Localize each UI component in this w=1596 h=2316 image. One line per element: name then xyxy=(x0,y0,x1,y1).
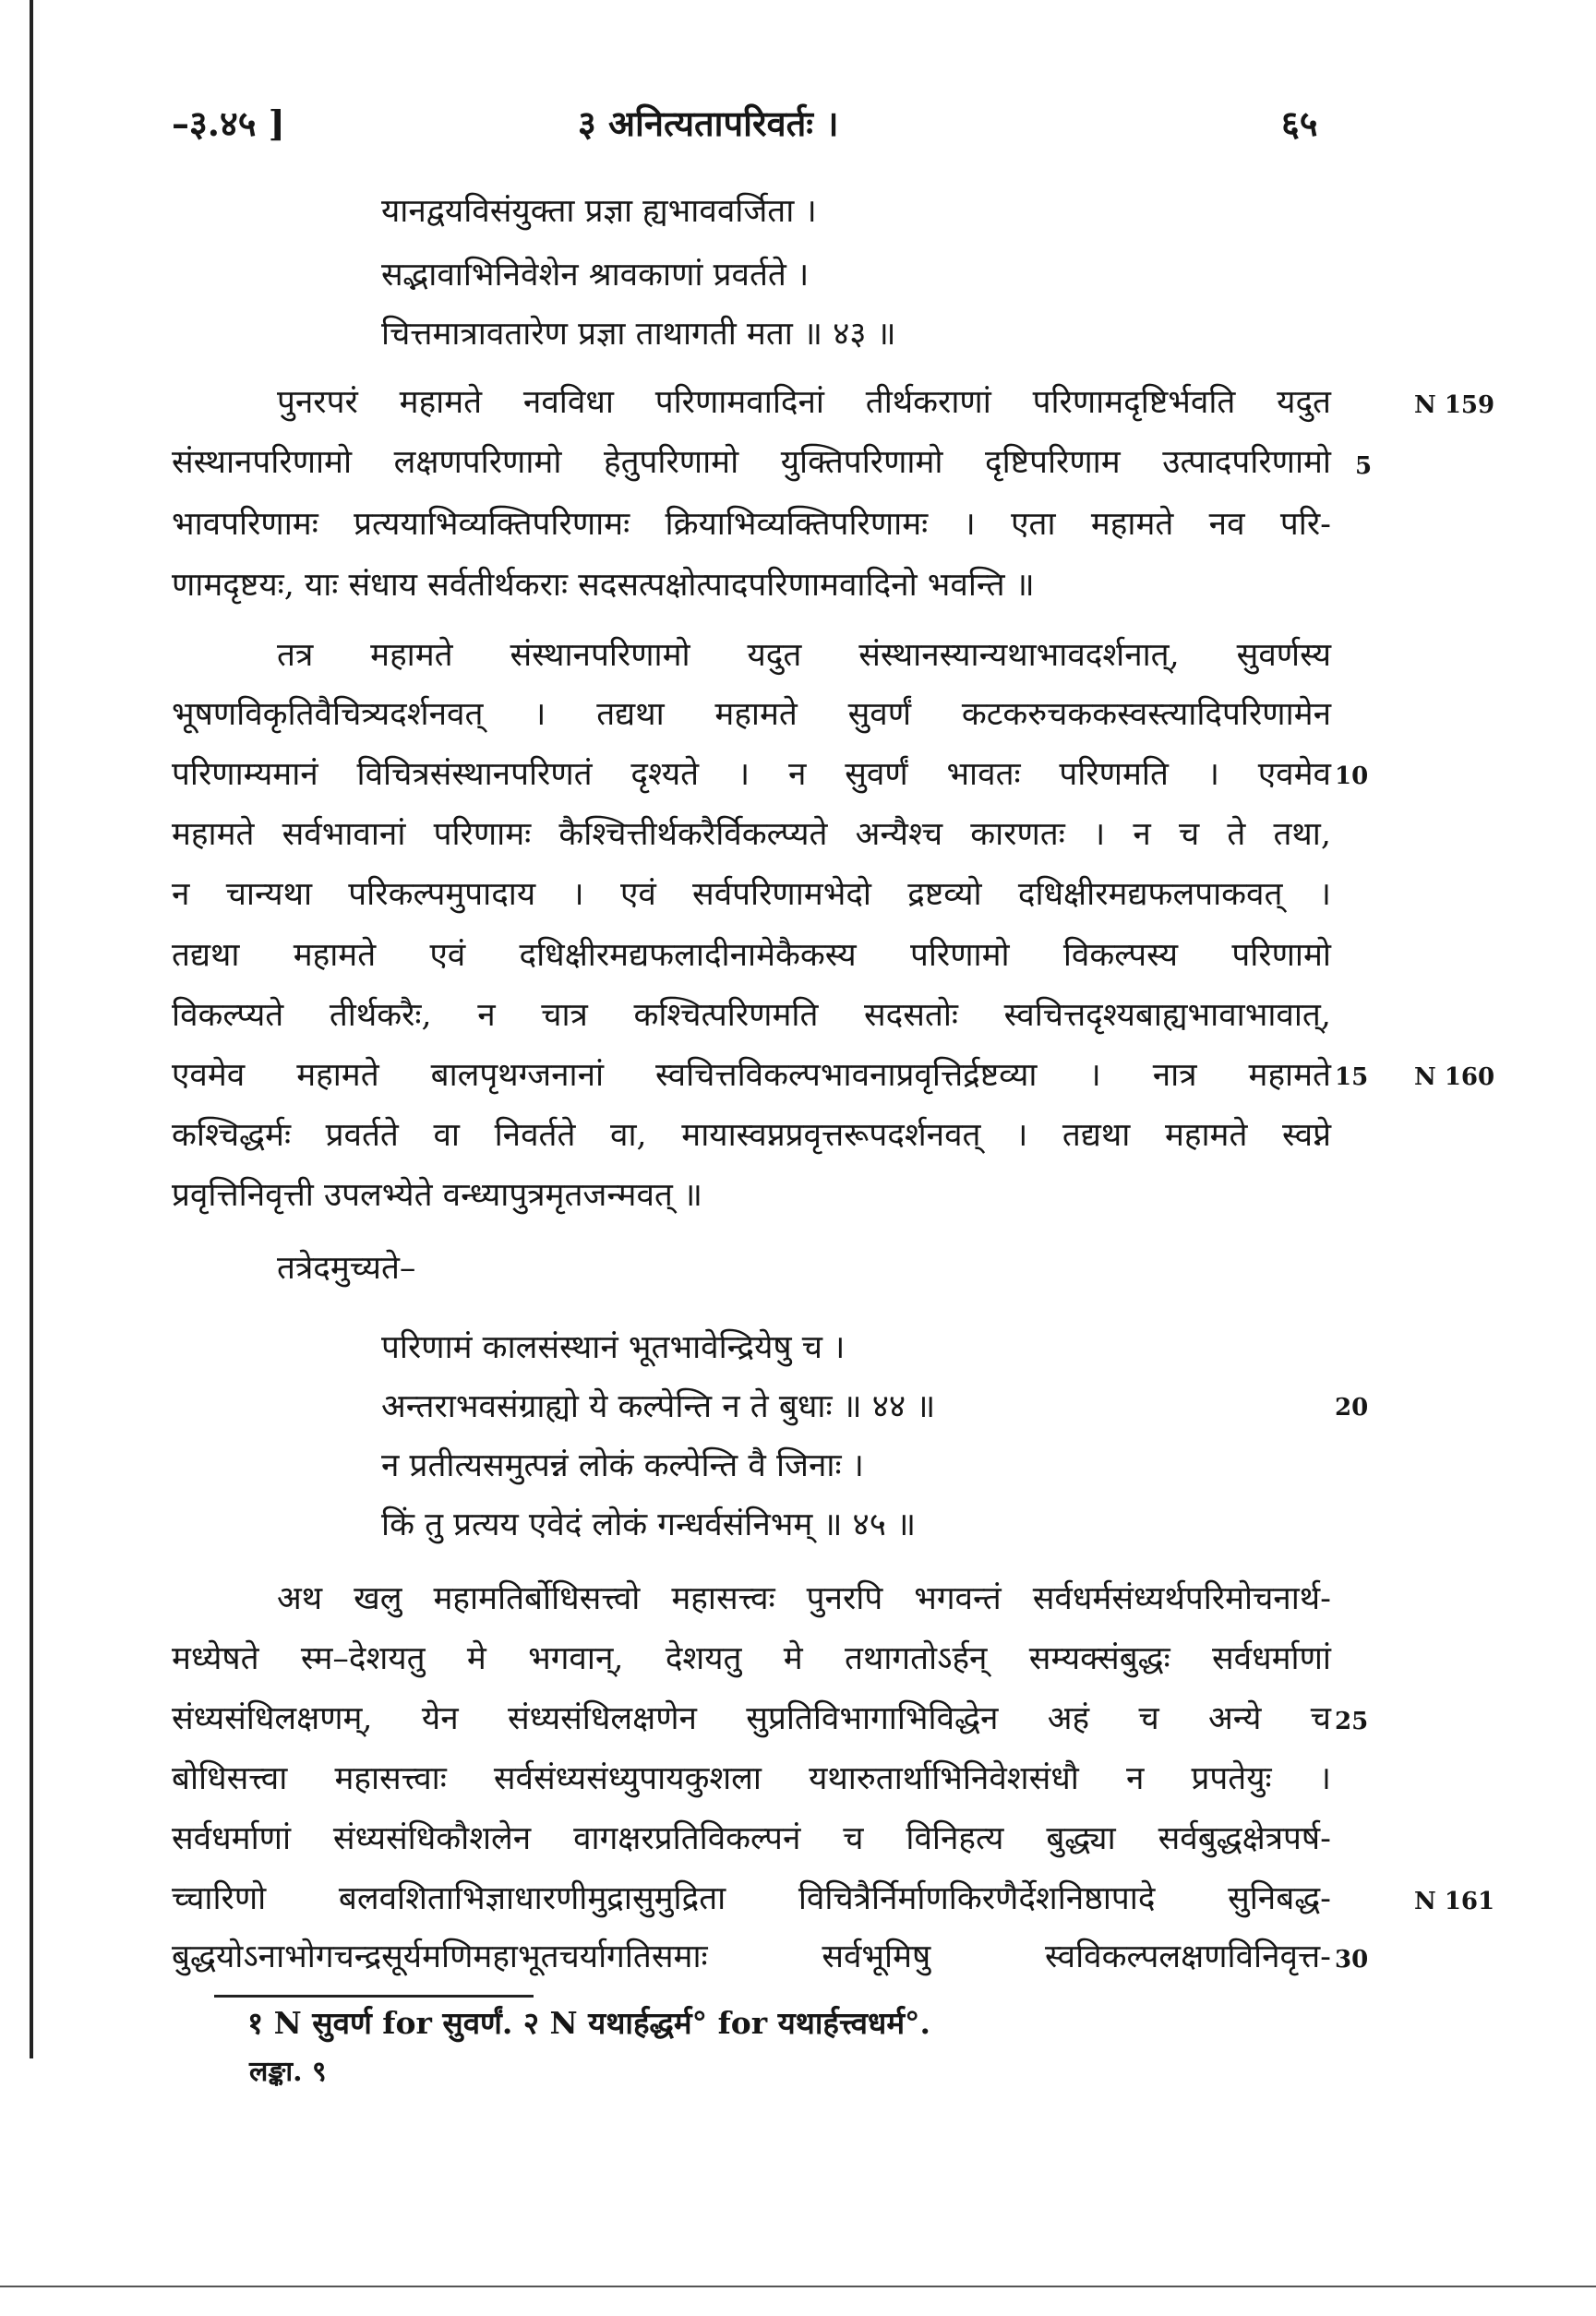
paragraph-line: भूषणविकृतिवैचित्र्यदर्शनवत् । तद्यथा महामते सुवर्णं कटकरुचककस्वस्त्यादिपरिणामेन xyxy=(172,696,1331,733)
header-chapter-title: ३ अनित्यतापरिवर्तः । xyxy=(578,102,839,144)
line-number: 10 xyxy=(1335,762,1369,790)
paragraph-line: तद्यथा महामते एवं दधिक्षीरमद्यफलादीनामेकैकस्य परिणामो विकल्पस्य परिणामो xyxy=(172,937,1331,974)
paragraph-line: विकल्प्यते तीर्थकरैः, न चात्र कश्चित्परिणमति सदसतोः स्वचित्तदृश्यबाह्यभावाभावात्, xyxy=(172,997,1331,1034)
paragraph-line: कश्चिद्धर्मः प्रवर्तते वा निवर्तते वा, मायास्वप्नप्रवृत्तरूपदर्शनवत् । तद्यथा महामते स्वप्ने xyxy=(172,1117,1331,1154)
bottom-edge-rule xyxy=(0,2286,1596,2287)
paragraph-line: बोधिसत्त्वा महासत्त्वाः सर्वसंध्यसंध्युपायकुशला यथारुतार्थाभिनिवेशसंधौ न प्रपतेयुः । xyxy=(172,1760,1331,1797)
margin-reference: N 161 xyxy=(1414,1888,1495,1915)
verse-line: किं तु प्रत्यय एवेदं लोकं गन्धर्वसंनिभम् ॥ ४५ ॥ xyxy=(381,1506,917,1543)
paragraph-line: भावपरिणामः प्रत्ययाभिव्यक्तिपरिणामः क्रियाभिव्यक्तिपरिणामः । एता महामते नव परि- xyxy=(172,506,1331,543)
paragraph-line: अथ खलु महामतिर्बोधिसत्त्वो महासत्त्वः पुनरपि भगवन्तं सर्वधर्मसंध्यर्थपरिमोचनार्थ- xyxy=(277,1580,1331,1617)
paragraph-line: बुद्धयोऽनाभोगचन्द्रसूर्यमणिमहाभूतचर्यागतिसमाः सर्वभूमिषु स्वविकल्पलक्षणविनिवृत्त- xyxy=(172,1938,1331,1975)
paragraph-line: णामदृष्टयः, याः संधाय सर्वतीर्थकराः सदसत्पक्षोत्पादपरिणामवादिनो भवन्ति ॥ xyxy=(172,567,1035,604)
line-number: 25 xyxy=(1335,1708,1369,1735)
paragraph-line: मध्येषते स्म–देशयतु मे भगवान्, देशयतु मे तथागतोऽर्हन् सम्यक्संबुद्धः सर्वधर्माणां xyxy=(172,1640,1331,1677)
line-number: 15 xyxy=(1335,1063,1369,1091)
verse-line: यानद्वयविसंयुक्ता प्रज्ञा ह्यभाववर्जिता । xyxy=(381,193,817,230)
footnote: १ N सुवर्ण for सुवर्णं. २ N यथार्हद्धर्म° for यथार्हत्त्वधर्म°. xyxy=(247,2005,931,2041)
paragraph-line: तत्र महामते संस्थानपरिणामो यदुत संस्थानस्यान्यथाभावदर्शनात्, सुवर्णस्य xyxy=(277,637,1331,674)
verse-line: न प्रतीत्यसमुत्पन्नं लोकं कल्पेन्ति वै जिनाः । xyxy=(381,1447,864,1484)
paragraph-line: न चान्यथा परिकल्पमुपादाय । एवं सर्वपरिणामभेदो द्रष्टव्यो दधिक्षीरमद्यफलपाकवत् । xyxy=(172,876,1331,913)
paragraph-line: संस्थानपरिणामो लक्षणपरिणामो हेतुपरिणामो युक्तिपरिणामो दृष्टिपरिणाम उत्पादपरिणामो xyxy=(172,444,1331,481)
paragraph-line: महामते सर्वभावानां परिणामः कैश्चित्तीर्थकरैर्विकल्प्यते अन्यैश्च कारणतः । न च ते तथा, xyxy=(172,816,1331,853)
paragraph-line: एवमेव महामते बालपृथग्जनानां स्वचित्तविकल्पभावनाप्रवृत्तिर्द्रष्टव्या । नात्र महामते xyxy=(172,1057,1331,1094)
margin-reference: N 159 xyxy=(1414,391,1495,419)
paragraph-line: प्रवृत्तिनिवृत्ती उपलभ्येते वन्ध्यापुत्रमृतजन्मवत् ॥ xyxy=(172,1177,702,1214)
header-section-range: –३.४५ ] xyxy=(172,102,285,144)
paragraph-line: पुनरपरं महामते नवविधा परिणामवादिनां तीर्थकराणां परिणामदृष्टिर्भवति यदुत xyxy=(277,384,1331,421)
footnote-rule xyxy=(214,1995,534,1998)
verse-line: चित्तमात्रावतारेण प्रज्ञा ताथागती मता ॥ ४३ ॥ xyxy=(381,316,896,353)
verse-line: परिणामं कालसंस्थानं भूतभावेन्द्रियेषु च । xyxy=(381,1329,846,1366)
line-number: 30 xyxy=(1335,1946,1369,1974)
margin-reference: N 160 xyxy=(1414,1063,1495,1091)
verse-line: अन्तराभवसंग्राह्यो ये कल्पेन्ति न ते बुधाः ॥ ४४ ॥ xyxy=(381,1388,936,1425)
paragraph-line: सर्वधर्माणां संध्यसंधिकौशलेन वागक्षरप्रतिविकल्पनं च विनिहत्य बुद्ध्या सर्वबुद्धक्षेत्रपर्ष- xyxy=(172,1820,1331,1857)
line-number: 5 xyxy=(1355,452,1373,480)
paragraph-line: च्चारिणो बलवशिताभिज्ञाधारणीमुद्रासुमुद्रिता विचित्रैर्निर्माणकिरणैर्देशनिष्ठापादे सुनिबद्ध- xyxy=(172,1880,1331,1917)
line-number: 20 xyxy=(1335,1394,1369,1422)
paragraph-line: परिणाम्यमानं विचित्रसंस्थानपरिणतं दृश्यते । न सुवर्णं भावतः परिणमति । एवमेव xyxy=(172,756,1331,793)
header-page-number: ६५ xyxy=(1281,102,1318,144)
verse-introduction: तत्रेदमुच्यते– xyxy=(277,1250,416,1287)
signature-mark: लङ्का. ९ xyxy=(249,2056,327,2088)
paragraph-line: संध्यसंधिलक्षणम्, येन संध्यसंधिलक्षणेन सुप्रतिविभागाभिविद्धेन अहं च अन्ये च xyxy=(172,1700,1331,1737)
verse-line: सद्भावाभिनिवेशेन श्रावकाणां प्रवर्तते । xyxy=(381,257,810,294)
page-edge-rule xyxy=(30,0,33,2058)
